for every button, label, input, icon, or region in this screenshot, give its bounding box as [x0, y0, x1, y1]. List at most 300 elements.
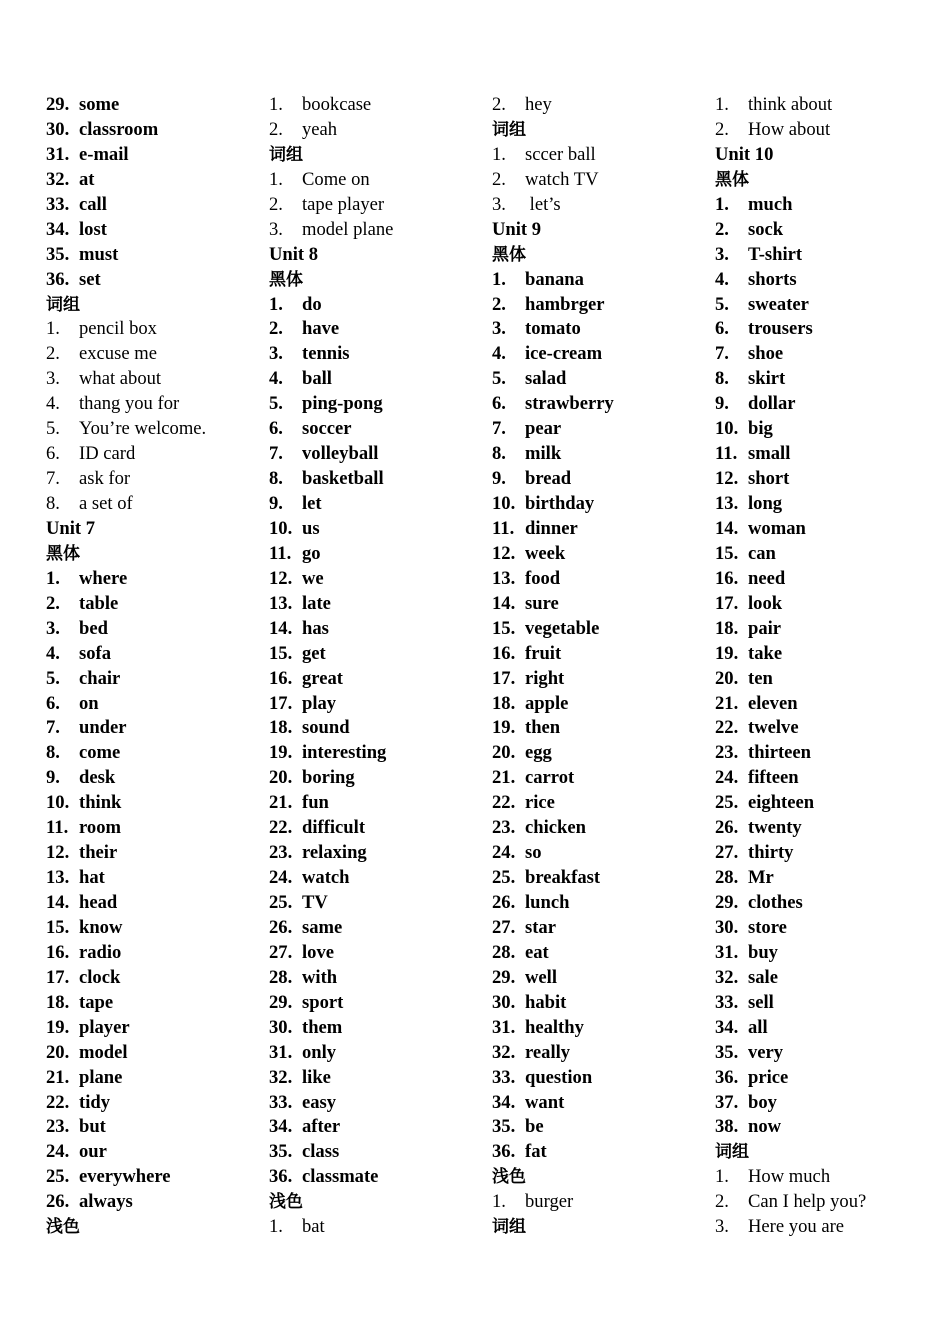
column-1	[46, 93, 266, 1240]
item-number: 10.	[715, 418, 739, 440]
item-word: sell	[748, 991, 774, 1013]
item-number: 10.	[46, 792, 70, 814]
item-number: 15.	[269, 642, 293, 664]
item-number: 17.	[46, 966, 70, 988]
item-number: 29.	[492, 966, 516, 988]
item-number: 33.	[269, 1091, 293, 1113]
item-number: 36.	[46, 268, 70, 290]
section-heading: 词组	[715, 1142, 749, 1163]
item-word: week	[525, 542, 566, 564]
item-word: TV	[302, 892, 328, 913]
item-word: eleven	[748, 692, 798, 714]
item-word: have	[302, 318, 340, 340]
item-number: 18.	[492, 692, 516, 714]
item-number: 28.	[269, 966, 293, 988]
vocab-item	[46, 816, 266, 841]
item-word: their	[79, 842, 118, 864]
vocab-item	[269, 1215, 489, 1240]
item-number: 8.	[492, 443, 506, 465]
item-word: dinner	[525, 517, 578, 539]
item-number: 8.	[46, 493, 60, 514]
vocab-item	[46, 692, 266, 717]
vocab-item	[46, 866, 266, 891]
item-number: 2.	[715, 1191, 729, 1213]
vocab-item	[269, 1165, 489, 1190]
item-number: 3.	[46, 617, 60, 639]
item-number: 5.	[46, 667, 60, 689]
item-number: 9.	[46, 767, 60, 789]
item-number: 16.	[269, 667, 293, 689]
item-word: watch	[302, 867, 350, 889]
item-word: Come on	[302, 168, 370, 190]
vocab-item	[492, 293, 712, 318]
item-word: shoe	[748, 343, 784, 365]
vocab-item	[269, 392, 489, 417]
item-word: tomato	[525, 318, 581, 340]
vocab-item	[492, 143, 712, 168]
item-number: 6.	[46, 692, 60, 714]
item-word: look	[748, 592, 783, 614]
item-word: How much	[748, 1166, 831, 1188]
item-word: milk	[525, 443, 562, 465]
item-word: pencil box	[79, 318, 157, 340]
item-word: boring	[302, 767, 355, 789]
vocab-item	[492, 517, 712, 542]
section-heading: 浅色	[269, 1192, 303, 1213]
item-word: strawberry	[525, 393, 614, 415]
item-word: tennis	[302, 343, 350, 365]
item-number: 15.	[46, 916, 70, 938]
item-word: eat	[525, 941, 549, 963]
item-word: get	[302, 642, 326, 664]
item-word: all	[748, 1016, 768, 1038]
item-word: Here you are	[748, 1216, 845, 1238]
item-word: now	[748, 1116, 782, 1138]
item-word: big	[748, 418, 773, 440]
vocab-item	[46, 941, 266, 966]
item-word: need	[748, 567, 786, 589]
item-number: 8.	[715, 368, 729, 390]
item-word: sport	[302, 991, 344, 1013]
item-word: fat	[525, 1141, 547, 1163]
item-number: 16.	[492, 642, 516, 664]
vocab-item	[715, 118, 935, 143]
item-number: 4.	[46, 393, 60, 415]
item-number: 19.	[269, 742, 293, 764]
item-number: 10.	[492, 493, 516, 514]
vocab-item	[715, 567, 935, 592]
item-word: but	[79, 1116, 106, 1138]
vocab-item	[46, 642, 266, 667]
item-number: 1.	[46, 567, 60, 589]
vocab-item	[269, 966, 489, 991]
vocab-item	[492, 317, 712, 342]
vocab-item	[492, 467, 712, 492]
item-number: 7.	[492, 418, 506, 440]
item-word: has	[302, 617, 329, 639]
vocab-item	[715, 442, 935, 467]
vocab-item	[46, 791, 266, 816]
vocab-item	[46, 1140, 266, 1165]
item-word: tape	[79, 991, 114, 1013]
vocab-item	[715, 866, 935, 891]
item-word: birthday	[525, 493, 595, 514]
item-number: 31.	[715, 941, 739, 963]
item-word: hambrger	[525, 293, 605, 315]
item-word: only	[302, 1041, 337, 1063]
item-number: 3.	[492, 318, 506, 340]
vocab-item	[46, 1165, 266, 1190]
item-word: shorts	[748, 268, 797, 290]
item-word: under	[79, 717, 127, 739]
item-word: table	[79, 592, 119, 614]
item-number: 13.	[715, 493, 739, 514]
item-number: 4.	[715, 268, 729, 290]
item-word: player	[79, 1016, 130, 1038]
item-number: 8.	[269, 468, 283, 490]
vocab-item	[715, 492, 935, 517]
item-word: chicken	[525, 817, 586, 839]
item-number: 22.	[715, 717, 739, 739]
vocab-item	[715, 467, 935, 492]
vocab-item	[46, 916, 266, 941]
item-number: 25.	[46, 1166, 70, 1188]
item-number: 5.	[715, 293, 729, 315]
vocab-item	[269, 218, 489, 243]
vocab-item	[492, 991, 712, 1016]
item-number: 24.	[46, 1141, 70, 1163]
item-word: basketball	[302, 468, 384, 490]
vocab-item	[46, 891, 266, 916]
item-number: 36.	[269, 1166, 293, 1188]
vocab-item	[715, 1066, 935, 1091]
item-number: 12.	[492, 542, 516, 564]
item-word: let	[302, 493, 322, 514]
item-number: 7.	[715, 343, 729, 365]
item-number: 24.	[269, 867, 293, 889]
item-number: 10.	[269, 517, 293, 539]
vocab-item	[492, 966, 712, 991]
item-word: then	[525, 717, 561, 739]
vocab-item	[46, 1016, 266, 1041]
vocab-item	[269, 93, 489, 118]
vocab-item	[269, 916, 489, 941]
item-word: sofa	[79, 642, 112, 664]
vocab-item	[715, 1041, 935, 1066]
vocab-item	[269, 1115, 489, 1140]
item-number: 3.	[269, 343, 283, 365]
vocab-item	[46, 392, 266, 417]
item-number: 16.	[715, 567, 739, 589]
item-number: 8.	[46, 742, 60, 764]
vocab-item	[492, 168, 712, 193]
item-word: burger	[525, 1191, 574, 1213]
item-word: rice	[525, 792, 555, 814]
vocab-item	[46, 367, 266, 392]
item-word: love	[302, 941, 335, 963]
item-word: take	[748, 642, 783, 664]
item-number: 19.	[46, 1016, 70, 1038]
item-word: skirt	[748, 368, 786, 390]
item-word: Can I help you?	[748, 1191, 867, 1213]
vocab-item	[715, 1190, 935, 1215]
item-word: very	[748, 1041, 784, 1063]
item-number: 2.	[715, 118, 729, 140]
item-number: 14.	[46, 892, 70, 913]
item-number: 1.	[46, 318, 60, 340]
vocab-item	[492, 1091, 712, 1116]
vocab-item	[492, 1016, 712, 1041]
vocab-item	[492, 367, 712, 392]
item-number: 12.	[269, 567, 293, 589]
vocab-item	[492, 766, 712, 791]
item-number: 3.	[715, 243, 729, 265]
vocab-item	[715, 218, 935, 243]
item-word: really	[525, 1041, 571, 1063]
vocab-item	[492, 716, 712, 741]
item-word: lunch	[525, 892, 570, 913]
vocab-item	[715, 766, 935, 791]
item-number: 13.	[269, 592, 293, 614]
item-number: 2.	[269, 318, 283, 340]
item-number: 20.	[46, 1041, 70, 1063]
vocab-item	[269, 1041, 489, 1066]
item-number: 3.	[46, 368, 60, 390]
vocab-item	[492, 1115, 712, 1140]
vocab-item	[492, 741, 712, 766]
vocab-item	[46, 617, 266, 642]
item-word: sure	[525, 592, 559, 614]
item-number: 33.	[715, 991, 739, 1013]
item-word: late	[302, 592, 331, 614]
item-word: let’s	[525, 193, 561, 215]
item-number: 9.	[492, 468, 506, 490]
item-word: class	[302, 1141, 340, 1163]
vocab-item	[715, 642, 935, 667]
item-number: 6.	[46, 443, 60, 465]
vocab-item	[269, 118, 489, 143]
vocab-item	[46, 1190, 266, 1215]
item-number: 11.	[715, 443, 738, 465]
item-word: like	[302, 1066, 331, 1088]
item-number: 25.	[715, 792, 739, 814]
item-number: 19.	[715, 642, 739, 664]
vocab-item	[46, 467, 266, 492]
item-word: pear	[525, 418, 562, 440]
item-word: sock	[748, 218, 784, 240]
vocab-item	[715, 592, 935, 617]
vocab-item	[715, 617, 935, 642]
item-number: 1.	[269, 168, 283, 190]
item-word: twenty	[748, 817, 802, 839]
item-word: ping-pong	[302, 393, 383, 415]
item-word: our	[79, 1141, 107, 1163]
section-heading: 黑体	[492, 244, 526, 265]
item-number: 29.	[46, 94, 70, 115]
vocab-item	[492, 667, 712, 692]
item-word: a set of	[79, 493, 133, 514]
item-word: bread	[525, 468, 572, 490]
vocab-item	[492, 1140, 712, 1165]
item-number: 31.	[269, 1041, 293, 1063]
vocab-item	[269, 766, 489, 791]
vocab-item	[46, 243, 266, 268]
item-number: 17.	[269, 692, 293, 714]
vocab-item	[715, 816, 935, 841]
vocab-item	[46, 741, 266, 766]
item-number: 21.	[46, 1066, 70, 1088]
item-number: 30.	[46, 118, 70, 140]
vocab-item	[269, 841, 489, 866]
item-word: yeah	[302, 118, 338, 140]
vocab-item	[46, 766, 266, 791]
item-number: 24.	[492, 842, 516, 864]
item-word: thirty	[748, 842, 794, 864]
item-word: trousers	[748, 318, 813, 340]
item-word: classroom	[79, 118, 159, 140]
item-number: 6.	[715, 318, 729, 340]
item-number: 2.	[269, 118, 283, 140]
item-word: tidy	[79, 1091, 110, 1113]
vocab-item	[715, 1091, 935, 1116]
vocab-item	[269, 592, 489, 617]
item-word: woman	[748, 517, 806, 539]
item-word: well	[525, 966, 558, 988]
vocab-item	[715, 268, 935, 293]
vocab-item	[269, 492, 489, 517]
item-number: 34.	[492, 1091, 516, 1113]
vocab-item	[46, 168, 266, 193]
vocab-item	[46, 667, 266, 692]
item-word: ice-cream	[525, 343, 603, 365]
column-2	[269, 93, 489, 1240]
item-number: 9.	[269, 493, 283, 514]
vocab-item	[492, 492, 712, 517]
item-number: 29.	[269, 991, 293, 1013]
vocab-item	[269, 891, 489, 916]
item-number: 2.	[492, 168, 506, 190]
vocab-item	[492, 1066, 712, 1091]
item-word: fruit	[525, 642, 562, 664]
vocab-item	[715, 317, 935, 342]
item-word: think	[79, 792, 122, 814]
item-number: 33.	[492, 1066, 516, 1088]
item-number: 22.	[46, 1091, 70, 1113]
item-word: them	[302, 1016, 343, 1038]
item-word: bat	[302, 1216, 325, 1238]
item-word: set	[79, 268, 101, 290]
item-word: be	[525, 1116, 544, 1138]
vocab-item	[46, 317, 266, 342]
item-number: 21.	[269, 792, 293, 814]
item-word: banana	[525, 268, 584, 290]
vocab-item	[46, 991, 266, 1016]
vocab-item	[715, 692, 935, 717]
item-number: 30.	[715, 916, 739, 938]
item-word: go	[302, 542, 321, 564]
item-number: 3.	[492, 193, 506, 215]
vocab-item	[46, 118, 266, 143]
item-word: sale	[748, 966, 778, 988]
vocab-item	[492, 642, 712, 667]
vocab-item	[715, 916, 935, 941]
vocab-item	[492, 841, 712, 866]
item-number: 9.	[715, 393, 729, 415]
vocab-item	[46, 1066, 266, 1091]
vocab-item	[492, 417, 712, 442]
vocab-item	[269, 1140, 489, 1165]
item-number: 2.	[46, 592, 60, 614]
item-number: 15.	[492, 617, 516, 639]
item-number: 1.	[492, 268, 506, 290]
vocab-item	[269, 816, 489, 841]
item-word: small	[748, 443, 791, 465]
vocab-item	[492, 193, 712, 218]
item-number: 15.	[715, 542, 739, 564]
item-word: T-shirt	[748, 243, 803, 265]
item-number: 31.	[492, 1016, 516, 1038]
item-number: 22.	[492, 792, 516, 814]
item-word: You’re welcome.	[79, 418, 207, 440]
vocab-item	[492, 392, 712, 417]
item-word: head	[79, 892, 118, 913]
item-word: e-mail	[79, 143, 129, 165]
item-number: 4.	[269, 368, 283, 390]
vocab-item	[269, 193, 489, 218]
item-number: 23.	[269, 842, 293, 864]
item-word: How about	[748, 118, 831, 140]
item-word: must	[79, 243, 119, 265]
vocab-item	[269, 567, 489, 592]
section-heading: Unit 8	[269, 243, 319, 265]
vocab-item	[269, 467, 489, 492]
item-word: bed	[79, 617, 108, 639]
item-word: ball	[302, 368, 332, 390]
vocab-item	[269, 342, 489, 367]
item-number: 18.	[46, 991, 70, 1013]
item-word: dollar	[748, 393, 796, 415]
vocab-item	[492, 617, 712, 642]
vocab-item	[715, 716, 935, 741]
item-number: 24.	[715, 767, 739, 789]
vocab-item	[269, 1091, 489, 1116]
item-number: 19.	[492, 717, 516, 739]
item-word: what about	[79, 368, 162, 390]
item-number: 17.	[715, 592, 739, 614]
item-word: fun	[302, 792, 329, 814]
item-number: 30.	[269, 1016, 293, 1038]
item-number: 1.	[715, 193, 729, 215]
vocab-item	[269, 293, 489, 318]
section-heading: 黑体	[269, 269, 303, 290]
vocab-item	[492, 1190, 712, 1215]
item-number: 26.	[492, 892, 516, 913]
item-number: 32.	[46, 168, 70, 190]
item-number: 32.	[269, 1066, 293, 1088]
item-number: 1.	[269, 94, 283, 115]
vocab-item	[492, 891, 712, 916]
item-word: come	[79, 742, 121, 764]
item-number: 23.	[715, 742, 739, 764]
item-word: play	[302, 692, 337, 714]
vocab-item	[269, 517, 489, 542]
vocab-item	[715, 193, 935, 218]
item-number: 18.	[269, 717, 293, 739]
item-word: hat	[79, 867, 105, 889]
item-word: us	[302, 517, 320, 539]
item-word: hey	[525, 94, 552, 115]
vocab-item	[46, 442, 266, 467]
